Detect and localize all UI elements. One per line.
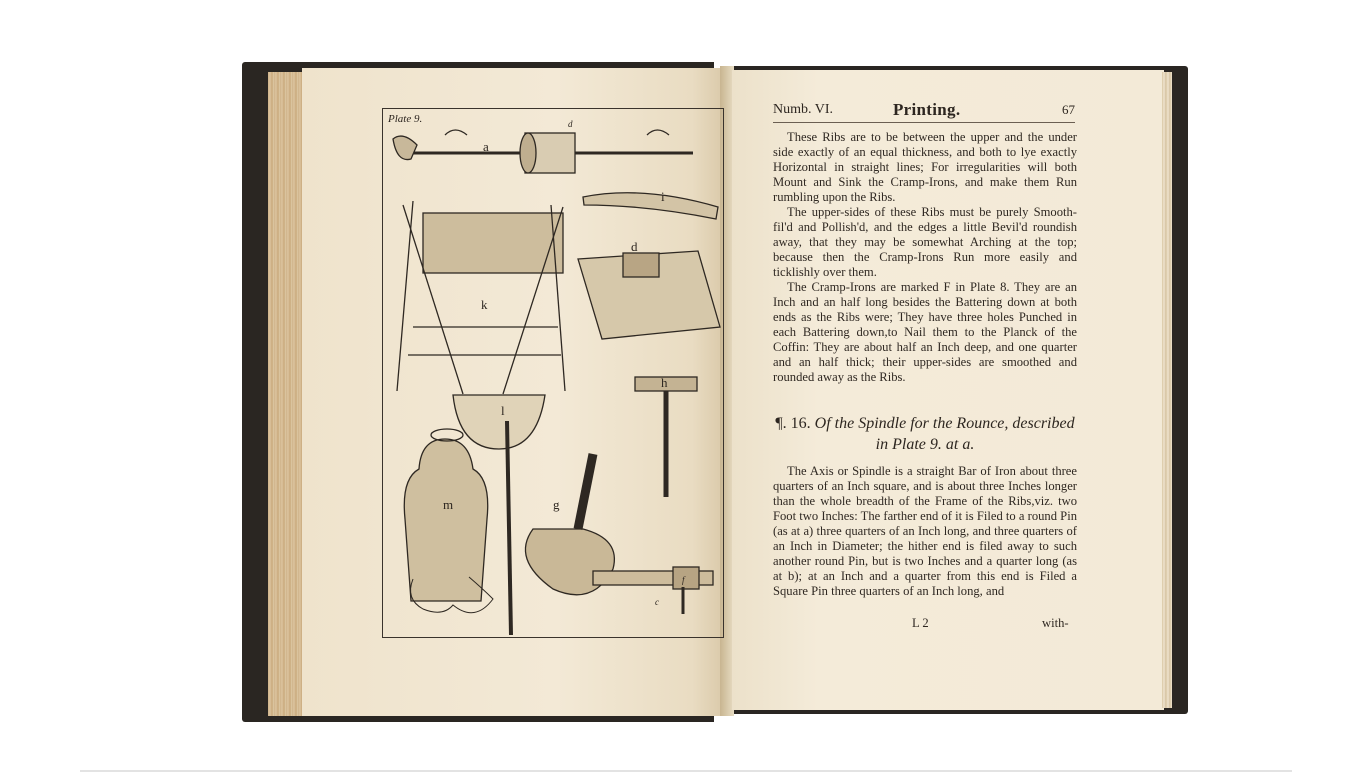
figure-letter-k: k (481, 297, 488, 312)
section-title: Of the Spindle for the Rounce, described in Plate 9. at a. (814, 415, 1075, 453)
page-number: 67 (1062, 102, 1075, 117)
paragraph-3: The Cramp-Irons are marked F in Plate 8. They are an Inch and an half long besides the Battering down at both ends as the Ribs were; They have three holes Punched in each Battering down,to Nail them to the Planck of the Coffin: They are about half an Inch deep, and one quarter and an half thick; their upper-sides are smoothed and rounded away as the Ribs. (773, 280, 1077, 384)
figure-letter-i: i (661, 189, 665, 204)
paragraph-4: The Axis or Spindle is a straight Bar of Iron about three quarters of an Inch square, and is about three Inches longer than the whole breadth of the Frame of the Ribs,viz. two Foot two Inches: The farther end of it is Filed to a round Pin (as at a) three quarters of an Inch long, and three quarters of an Inch in Diameter; the hither end is filed away to such another round Pin, but is two Inches and a quarter long (as at b); at an Inch and a quarter from this end is Filed a Square Pin three quarters of an Inch long, and (773, 464, 1077, 598)
open-book (242, 60, 1190, 724)
figure-letter-d: d (631, 239, 638, 254)
catchword: with- (1042, 616, 1069, 630)
figure-letter-h: h (661, 375, 668, 390)
signature-mark: L 2 (912, 616, 929, 630)
figure-letter-l: l (501, 403, 505, 418)
figure-letter-a: a (483, 139, 489, 154)
header-rule (773, 122, 1075, 123)
right-page-edge (1162, 72, 1172, 708)
paragraph-2: The upper-sides of these Ribs must be purely Smooth-fil'd and Pollish'd, and the edges a little Bevil'd roundish away, that they may be somewhat Arching at the top; because then the Cramp-Irons Run more easily and ticklishly over them. (773, 205, 1077, 279)
figure-letter-f: f (682, 575, 685, 585)
body-text-upper (773, 130, 1077, 385)
section-heading (773, 413, 1077, 455)
figure-letter-d-small: d (568, 119, 573, 129)
paragraph-1: These Ribs are to be between the upper and the under side exactly of an equal thickness, and both to lye exactly Horizontal in straight lines; For irregularities will both Mount and Sink the Cramp-Irons, and make them Run rumbling upon the Ribs. (773, 130, 1077, 204)
figure-letter-g: g (553, 497, 560, 512)
section-number: ¶. 16. (775, 415, 811, 432)
engraved-plate (382, 108, 724, 638)
running-title: Printing. (893, 100, 961, 119)
number-label: Numb. VI. (773, 102, 834, 117)
plate-engraving (383, 109, 723, 637)
body-text-lower (773, 464, 1077, 599)
running-head (773, 102, 1075, 122)
plate-label: Plate 9. (388, 113, 423, 125)
figure-letter-m: m (443, 497, 454, 512)
figure-letter-c: c (655, 597, 659, 607)
